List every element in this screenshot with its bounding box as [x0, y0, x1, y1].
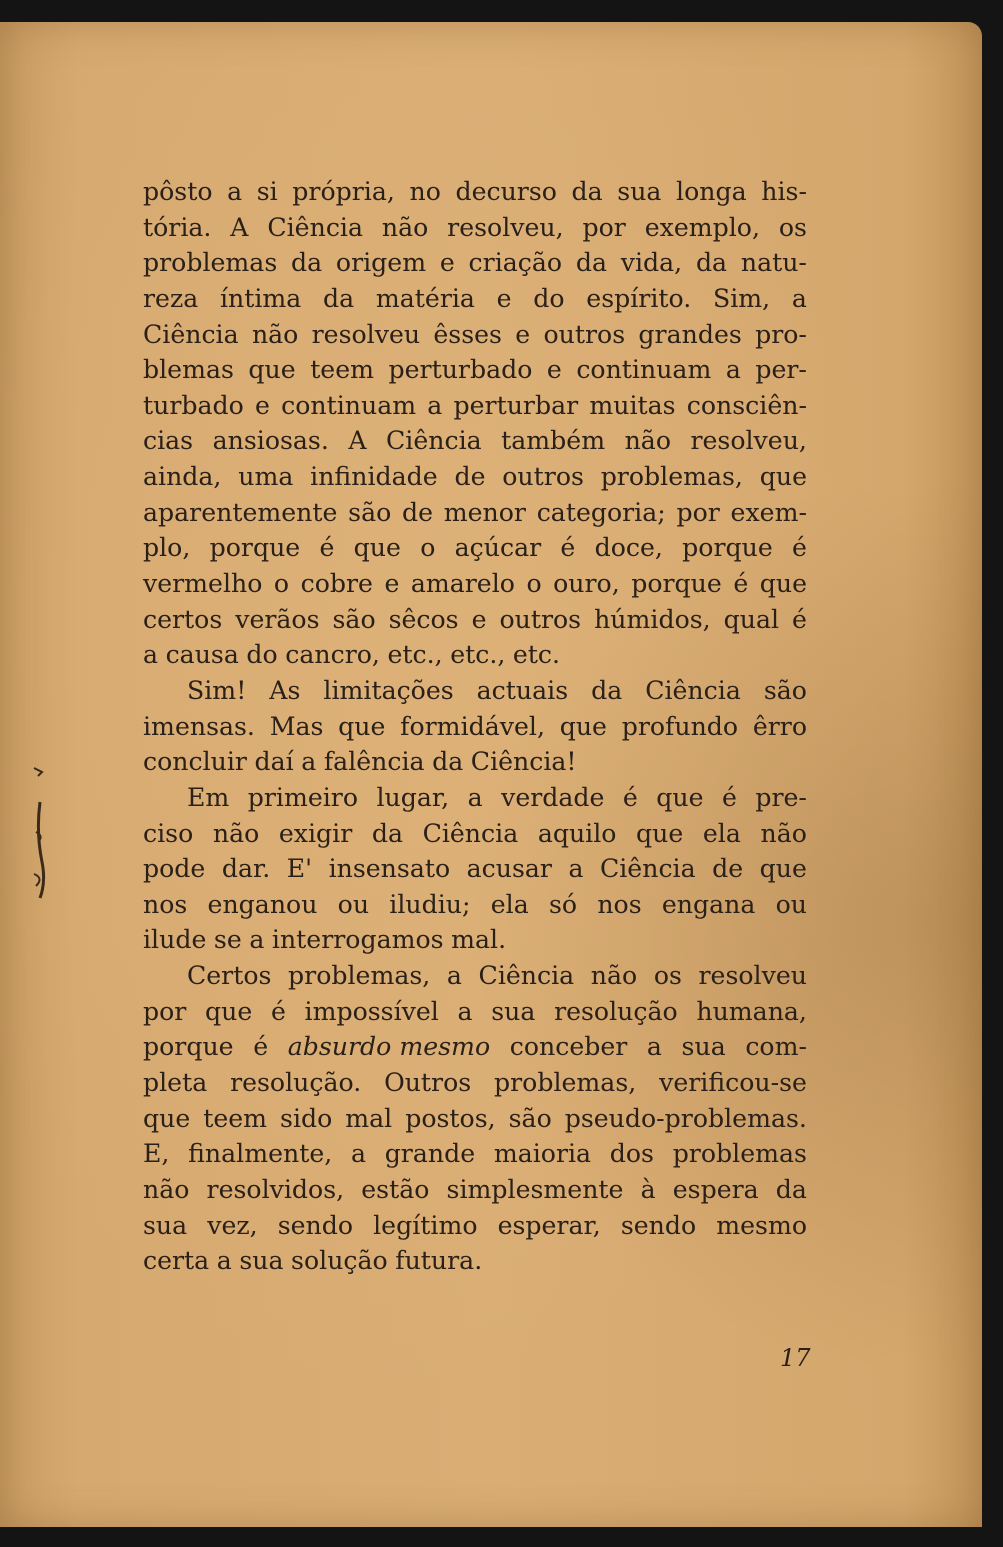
word: porque: [682, 533, 773, 563]
text-line: [143, 922, 807, 958]
word: etc.: [512, 640, 561, 670]
word: estão: [361, 1174, 430, 1204]
word: no: [409, 177, 441, 206]
word: qual: [723, 604, 780, 634]
word: mesmo: [716, 1210, 807, 1240]
word: ou: [337, 889, 370, 919]
word: grande: [384, 1139, 476, 1169]
word: é: [319, 533, 335, 563]
word: perturbar: [453, 390, 579, 420]
word: etc.,: [387, 640, 443, 670]
word: decurso: [455, 177, 557, 206]
word: o: [420, 533, 436, 563]
word: perturbado: [388, 355, 533, 385]
word: infinidade: [310, 462, 438, 492]
word: é: [722, 782, 737, 812]
word: mal: [345, 1103, 393, 1133]
word: do: [246, 640, 278, 670]
word: sua: [617, 177, 662, 206]
word: que: [656, 782, 704, 812]
word: vez,: [207, 1210, 258, 1240]
word: pleta: [143, 1068, 208, 1098]
word: e: [471, 604, 487, 634]
word: não: [624, 426, 671, 456]
word: a: [446, 961, 462, 991]
word: a: [457, 996, 473, 1026]
word: grandes: [638, 319, 742, 349]
word: pseudo-problemas.: [564, 1103, 807, 1133]
text-line: [143, 709, 807, 745]
word: da: [291, 248, 323, 278]
word: a: [350, 1139, 366, 1169]
text-line: [143, 851, 807, 887]
word: resolução.: [230, 1068, 362, 1098]
word: verãos: [235, 604, 320, 634]
word: categoria;: [536, 497, 666, 527]
word: Certos: [187, 961, 272, 991]
word: nos: [597, 889, 642, 919]
word: verificou-se: [659, 1068, 807, 1098]
word: açúcar: [454, 533, 542, 563]
word: problemas,: [600, 462, 743, 492]
text-line: [143, 1136, 807, 1172]
word: A: [230, 212, 249, 242]
word: de: [401, 497, 434, 527]
word: etc.,: [450, 640, 506, 670]
word: espírito.: [586, 283, 692, 313]
word: conceber: [509, 1032, 628, 1062]
word: Sim!: [187, 675, 247, 705]
word: humana,: [696, 996, 807, 1026]
word: à: [640, 1174, 656, 1204]
word: também: [501, 426, 606, 456]
word: da: [371, 818, 403, 848]
word: certa: [143, 1246, 210, 1276]
text-line: [143, 495, 807, 531]
word: sua: [491, 996, 536, 1026]
word: problemas: [672, 1139, 807, 1169]
word: finalmente,: [188, 1139, 333, 1169]
word: o: [273, 569, 290, 599]
word: exigir: [278, 818, 353, 848]
word: a: [427, 390, 443, 420]
text-line: [143, 317, 807, 353]
word: cobre: [300, 569, 373, 599]
word: iludiu;: [389, 889, 471, 919]
word: futura.: [395, 1246, 483, 1276]
text-line: [143, 816, 807, 852]
word: sido: [280, 1103, 333, 1133]
word: ouro,: [553, 569, 620, 599]
word: vermelho: [143, 569, 263, 599]
word: matéria: [375, 283, 475, 313]
word: primeiro: [247, 782, 359, 812]
word: origem: [335, 248, 427, 278]
word: criação: [468, 248, 563, 278]
word: exemplo,: [644, 212, 760, 242]
word: lugar,: [376, 782, 450, 812]
word: formidável,: [400, 711, 545, 741]
word: nos: [143, 889, 188, 919]
word: porque: [631, 569, 722, 599]
word: e: [496, 283, 512, 313]
word: ela: [490, 889, 529, 919]
word: íntima: [219, 283, 302, 313]
word: actuais: [476, 675, 569, 705]
word: problemas: [143, 248, 278, 278]
word: si: [256, 177, 278, 206]
body-text: [143, 174, 807, 1279]
text-line: [143, 744, 807, 780]
word: e: [515, 319, 531, 349]
word: que: [143, 1103, 191, 1133]
word: imensas.: [143, 711, 255, 741]
word: só: [548, 889, 578, 919]
word: Em: [187, 782, 230, 812]
word: causa: [165, 640, 239, 670]
word: pro-: [755, 319, 807, 349]
word: de: [454, 462, 486, 492]
word: da: [695, 248, 728, 278]
word: a: [227, 177, 243, 206]
word: sua: [239, 1246, 284, 1276]
word: his-: [761, 177, 807, 206]
word: são: [763, 675, 807, 705]
word: que: [559, 711, 607, 741]
word: e: [439, 248, 455, 278]
word: sendo: [277, 1210, 354, 1240]
text-line: [143, 352, 807, 388]
word: ou: [775, 889, 807, 919]
text-line: [143, 1172, 807, 1208]
word: teem: [203, 1103, 268, 1133]
word: os: [778, 212, 807, 242]
text-line: [143, 1065, 807, 1101]
word: per-: [755, 355, 807, 385]
word: pôsto: [143, 177, 213, 206]
text-line: [143, 388, 807, 424]
word: resolveu: [698, 961, 807, 991]
word: longa: [676, 177, 747, 206]
word: Outros: [384, 1068, 472, 1098]
word: por: [676, 497, 720, 527]
text-line: [143, 780, 807, 816]
word: reza: [143, 283, 199, 313]
word: Ciência: [422, 818, 519, 848]
word: postos,: [405, 1103, 496, 1133]
word: porque: [209, 533, 301, 563]
text-line: [143, 210, 807, 246]
word: esperar,: [497, 1210, 601, 1240]
word: continuam: [281, 390, 417, 420]
text-line: [143, 566, 807, 602]
word: a: [646, 1032, 662, 1062]
word: solução: [291, 1246, 388, 1276]
word: não: [212, 818, 260, 848]
word: continuam: [576, 355, 712, 385]
word: espera: [672, 1174, 759, 1204]
word: é: [253, 1032, 269, 1062]
word: ansiosas.: [212, 426, 329, 456]
word: sua: [143, 1210, 188, 1240]
word: sêcos: [388, 604, 459, 634]
word: húmidos,: [594, 604, 711, 634]
binding-mark-icon: [30, 762, 56, 902]
word: maioria: [493, 1139, 592, 1169]
word: e: [255, 390, 270, 420]
word: da: [591, 675, 623, 705]
word: turbado: [143, 390, 244, 420]
word: teem: [310, 355, 375, 385]
word: problemas,: [288, 961, 431, 991]
word: da: [323, 283, 355, 313]
text-line: [143, 637, 807, 673]
text-line: [143, 887, 807, 923]
word: ela: [702, 818, 741, 848]
word: muitas: [589, 390, 676, 420]
word: que: [353, 533, 401, 563]
text-line: [143, 459, 807, 495]
word: acusar: [466, 854, 552, 884]
word: ilude: [143, 925, 207, 955]
word: blemas: [143, 355, 234, 385]
word: a: [725, 355, 741, 385]
word: plo,: [143, 533, 191, 563]
word: A: [348, 426, 367, 456]
word: sendo: [620, 1210, 697, 1240]
word: certos: [143, 604, 223, 634]
word: que: [759, 854, 807, 884]
word: profundo: [621, 711, 739, 741]
word: Ciência!: [470, 747, 577, 777]
word: simplesmente: [446, 1174, 624, 1204]
word: que: [205, 996, 253, 1026]
word: que: [248, 355, 296, 385]
text-line: [143, 174, 807, 210]
text-line: [143, 245, 807, 281]
word: não: [381, 212, 429, 242]
word: Ciência: [645, 675, 741, 705]
word: aparentemente: [143, 497, 338, 527]
word: engana: [661, 889, 756, 919]
word: o: [526, 569, 542, 599]
word: resolução: [554, 996, 678, 1026]
word: é: [792, 604, 807, 634]
word: Mas: [269, 711, 324, 741]
word: os: [653, 961, 682, 991]
text-line: [143, 423, 807, 459]
word: da: [775, 1174, 807, 1204]
text-line: [143, 530, 807, 566]
word: absurdo mesmo: [287, 1032, 491, 1062]
word: mal.: [451, 925, 507, 955]
word: êrro: [752, 711, 807, 741]
book-page: [0, 22, 982, 1527]
word: verdade: [501, 782, 605, 812]
word: natu-: [740, 248, 807, 278]
word: que: [759, 569, 807, 599]
word: Ciência: [267, 212, 363, 242]
word: é: [733, 569, 749, 599]
word: As: [269, 675, 301, 705]
word: se: [213, 925, 242, 955]
word: porque: [143, 1032, 234, 1062]
word: doce,: [594, 533, 663, 563]
word: da: [432, 747, 464, 777]
word: com-: [745, 1032, 807, 1062]
word: de: [712, 854, 744, 884]
word: menor: [443, 497, 526, 527]
word: não: [251, 319, 299, 349]
word: que: [759, 462, 807, 492]
word: interrogamos: [271, 925, 444, 955]
text-line: [143, 1101, 807, 1137]
word: não: [590, 961, 638, 991]
word: que: [636, 818, 684, 848]
word: cancro,: [285, 640, 380, 670]
text-line: [143, 673, 807, 709]
text-line: [143, 1208, 807, 1244]
word: é: [622, 782, 638, 812]
word: legítimo: [373, 1210, 478, 1240]
word: por: [582, 212, 626, 242]
word: a: [143, 640, 159, 670]
word: e: [384, 569, 400, 599]
word: sua: [681, 1032, 726, 1062]
word: e: [546, 355, 562, 385]
word: resolveu,: [690, 426, 807, 456]
word: outros: [543, 319, 626, 349]
word: aquilo: [537, 818, 617, 848]
word: Ciência: [478, 961, 575, 991]
text-line: [143, 958, 807, 994]
word: êsses: [433, 319, 502, 349]
word: consciên-: [686, 390, 807, 420]
text-line: [143, 1243, 807, 1279]
word: a: [467, 782, 483, 812]
word: do: [533, 283, 565, 313]
word: Ciência: [386, 426, 482, 456]
text-line: [143, 1029, 807, 1065]
word: impossível: [304, 996, 439, 1026]
page-number: 17: [780, 1344, 811, 1372]
word: que: [338, 711, 386, 741]
word: exem-: [730, 497, 807, 527]
word: é: [560, 533, 576, 563]
word: pode: [143, 854, 206, 884]
word: são: [508, 1103, 552, 1133]
word: ciso: [143, 818, 194, 848]
word: são: [332, 604, 376, 634]
word: tória.: [143, 212, 212, 242]
word: a: [568, 854, 584, 884]
word: concluir: [143, 747, 247, 777]
word: a: [791, 283, 807, 313]
word: Ciência: [599, 854, 696, 884]
word: cias: [143, 426, 194, 456]
word: limitações: [323, 675, 454, 705]
word: daí: [254, 747, 294, 777]
text-line: [143, 281, 807, 317]
word: amarelo: [410, 569, 515, 599]
word: dos: [609, 1139, 654, 1169]
word: E': [286, 854, 313, 884]
word: problemas,: [494, 1068, 637, 1098]
word: uma: [238, 462, 294, 492]
word: insensato: [328, 854, 451, 884]
word: resolveu,: [447, 212, 564, 242]
word: não: [760, 818, 807, 848]
word: E,: [143, 1139, 170, 1169]
word: ainda,: [143, 462, 222, 492]
word: dar.: [221, 854, 271, 884]
word: própria,: [292, 177, 395, 206]
word: a: [216, 1246, 232, 1276]
text-line: [143, 994, 807, 1030]
word: resolveu: [311, 319, 421, 349]
word: Sim,: [712, 283, 771, 313]
word: vida,: [620, 248, 683, 278]
word: outros: [502, 462, 584, 492]
word: não: [143, 1174, 190, 1204]
word: pre-: [755, 782, 807, 812]
word: Ciência: [143, 319, 239, 349]
word: enganou: [207, 889, 318, 919]
word: a: [249, 925, 265, 955]
word: é: [270, 996, 286, 1026]
word: da: [575, 248, 607, 278]
word: por: [143, 996, 187, 1026]
word: resolvidos,: [206, 1174, 345, 1204]
word: é: [792, 533, 807, 563]
text-line: [143, 602, 807, 638]
word: da: [571, 177, 603, 206]
word: são: [348, 497, 392, 527]
word: a: [301, 747, 317, 777]
word: falência: [323, 747, 425, 777]
word: outros: [499, 604, 582, 634]
